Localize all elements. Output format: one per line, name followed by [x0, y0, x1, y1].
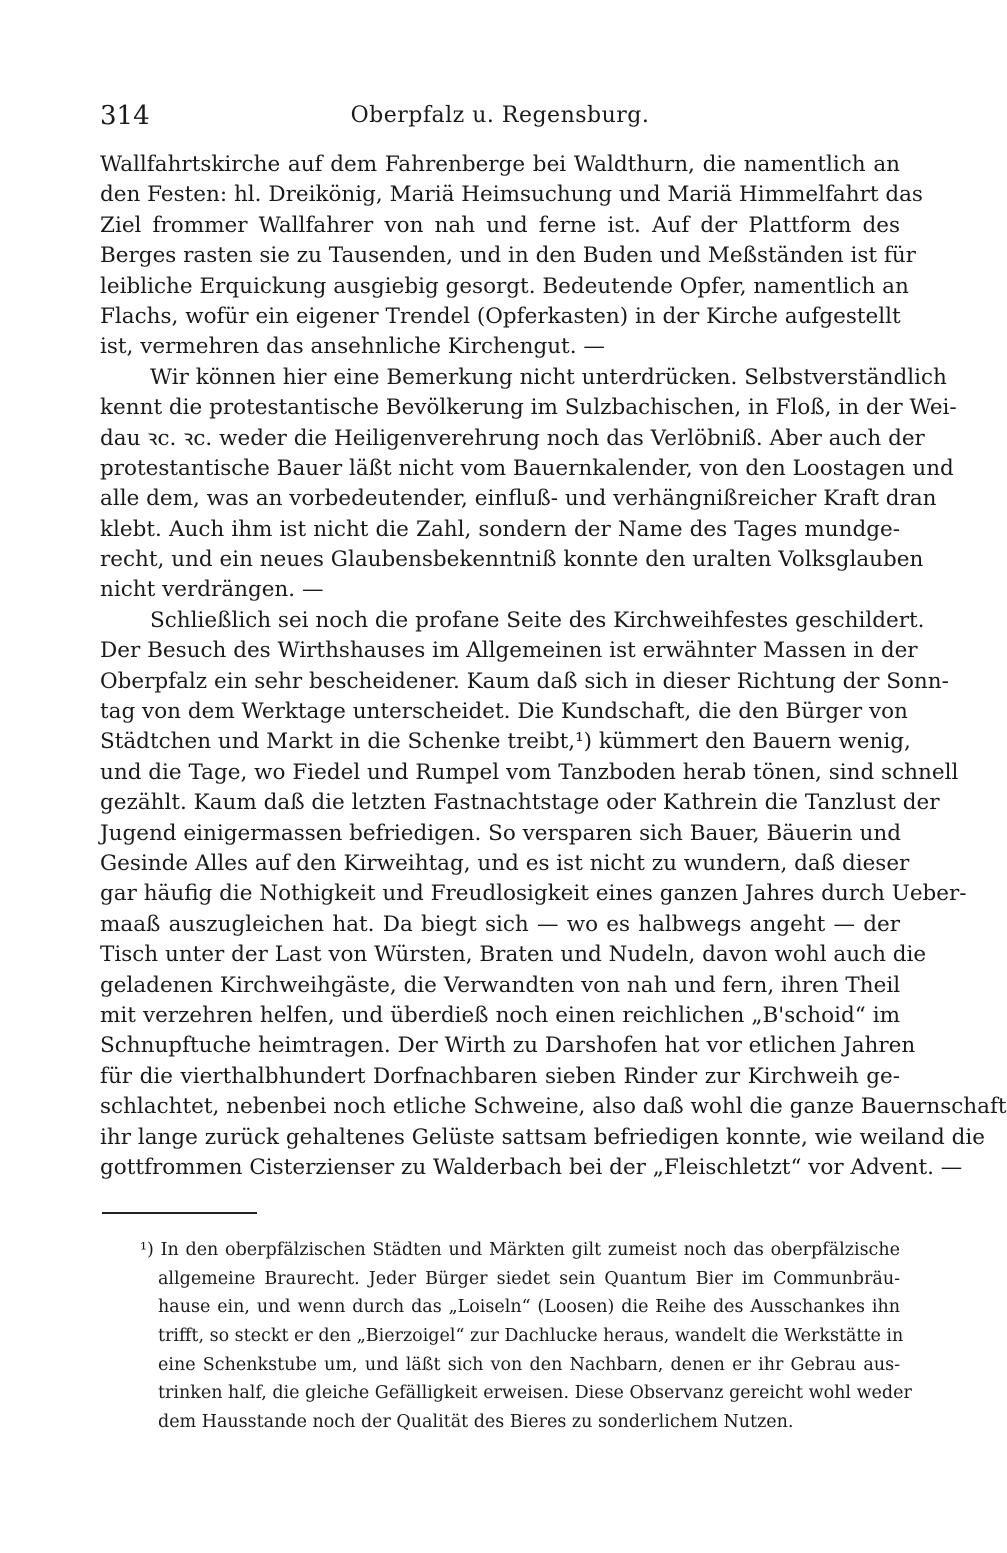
text-line: Flachs, wofür ein eigener Trendel (Opferkasten) in der Kirche aufgestellt — [100, 303, 901, 329]
footnote-line: trifft, so steckt er den „Bierzoigel“ zur Dachlucke heraus, wandelt die Werkstätte in — [158, 1326, 904, 1347]
footnote-divider — [102, 1212, 257, 1214]
text-line: Der Besuch des Wirthshauses im Allgemeinen ist erwähnter Massen in der — [100, 638, 918, 664]
text-line: Städtchen und Markt in die Schenke treibt,¹) kümmert den Bauern wenig, — [100, 729, 911, 755]
footnote-line: dem Hausstande noch der Qualität des Bieres zu sonderlichem Nutzen. — [158, 1411, 794, 1432]
text-line: mit verzehren helfen, und überdieß noch einen reichlichen „B'schoid“ im — [100, 1002, 900, 1028]
footnote-block — [100, 1236, 912, 1436]
text-line: Gesinde Alles auf den Kirweihtag, und es ist nicht zu wundern, daß dieser — [100, 850, 910, 876]
page-header — [100, 98, 900, 138]
paragraph-start: Schließlich sei noch die profane Seite des Kirchweihfestes geschildert. — [150, 607, 925, 633]
footnote-line: hause ein, und wenn durch das „Loiseln“ (Loosen) die Reihe des Ausschankes ihn — [158, 1297, 900, 1318]
text-line: kennt die protestantische Bevölkerung im Sulzbachischen, in Floß, in der Wei- — [100, 395, 957, 421]
text-line: den Festen: hl. Dreikönig, Mariä Heimsuchung und Mariä Himmelfahrt das — [100, 182, 923, 208]
page-number: 314 — [100, 101, 150, 131]
text-line: Oberpfalz ein sehr bescheidener. Kaum daß sich in dieser Richtung der Sonn- — [100, 668, 949, 694]
text-line: Jugend einigermassen befriedigen. So versparen sich Bauer, Bäuerin und — [100, 820, 901, 846]
text-line: alle dem, was an vorbedeutender, einfluß- und verhängnißreicher Kraft dran — [100, 486, 937, 512]
text-line: tag von dem Werktage unterscheidet. Die Kundschaft, die den Bürger von — [100, 699, 908, 725]
text-line: schlachtet, nebenbei noch etliche Schweine, also daß wohl die ganze Bauernschaft — [100, 1094, 1007, 1120]
text-line: gezählt. Kaum daß die letzten Fastnachtstage oder Kathrein die Tanzlust der — [100, 790, 940, 816]
footnote-line: allgemeine Braurecht. Jeder Bürger siedet sein Quantum Bier im Communbräu- — [158, 1268, 900, 1289]
footnote-line: eine Schenkstube um, und läßt sich von den Nachbarn, denen er ihr Gebrau aus- — [158, 1354, 900, 1375]
text-line: leibliche Erquickung ausgiebig gesorgt. Bedeutende Opfer, namentlich an — [100, 273, 909, 299]
text-line: ist, vermehren das ansehnliche Kirchengut. — — [100, 334, 605, 360]
running-head: Oberpfalz u. Regensburg. — [350, 103, 650, 128]
text-line: nicht verdrängen. — — [100, 577, 324, 603]
text-line: und die Tage, wo Fiedel und Rumpel vom Tanzboden herab tönen, sind schnell — [100, 759, 959, 785]
text-line: Schnupftuche heimtragen. Der Wirth zu Darshofen hat vor etlichen Jahren — [100, 1033, 916, 1059]
text-line: recht, und ein neues Glaubensbekenntniß konnte den uralten Volksglauben — [100, 547, 924, 573]
text-line: gar häufig die Nothigkeit und Freudlosigkeit eines ganzen Jahres durch Ueber- — [100, 881, 967, 907]
footnote-line: trinken half, die gleiche Gefälligkeit erweisen. Diese Observanz gereicht wohl weder — [158, 1383, 912, 1404]
text-line: dau ꝛc. ꝛc. weder die Heiligenverehrung noch das Verlöbniß. Aber auch der — [100, 425, 925, 451]
text-line: ihr lange zurück gehaltenes Gelüste sattsam befriedigen konnte, wie weiland die — [100, 1124, 985, 1150]
footnote-line: ¹) In den oberpfälzischen Städten und Märkten gilt zumeist noch das oberpfälzische — [140, 1240, 900, 1261]
text-line: klebt. Auch ihm ist nicht die Zahl, sondern der Name des Tages mundge- — [100, 516, 900, 542]
text-line: gottfrommen Cisterzienser zu Walderbach bei der „Fleischletzt“ vor Advent. — — [100, 1154, 963, 1180]
text-line: Tisch unter der Last von Würsten, Braten und Nudeln, davon wohl auch die — [100, 942, 927, 968]
text-line: geladenen Kirchweihgäste, die Verwandten von nah und fern, ihren Theil — [100, 972, 901, 998]
text-line: Berges rasten sie zu Tausenden, und in den Buden und Meßständen ist für — [100, 243, 916, 269]
page-content — [100, 98, 1007, 1436]
paragraph-start: Wir können hier eine Bemerkung nicht unterdrücken. Selbstverständlich — [150, 364, 947, 390]
text-line: protestantische Bauer läßt nicht vom Bauernkalender, von den Loostagen und — [100, 455, 954, 481]
text-line: Wallfahrtskirche auf dem Fahrenberge bei Waldthurn, die namentlich an — [100, 152, 900, 177]
text-line: für die vierthalbhundert Dorfnachbaren sieben Rinder zur Kirchweih ge- — [100, 1063, 900, 1089]
text-line: Ziel frommer Wallfahrer von nah und ferne ist. Auf der Plattform des — [100, 212, 900, 238]
text-line: maaß auszugleichen hat. Da biegt sich — wo es halbwegs angeht — der — [100, 911, 900, 937]
body-text — [100, 150, 1007, 1183]
